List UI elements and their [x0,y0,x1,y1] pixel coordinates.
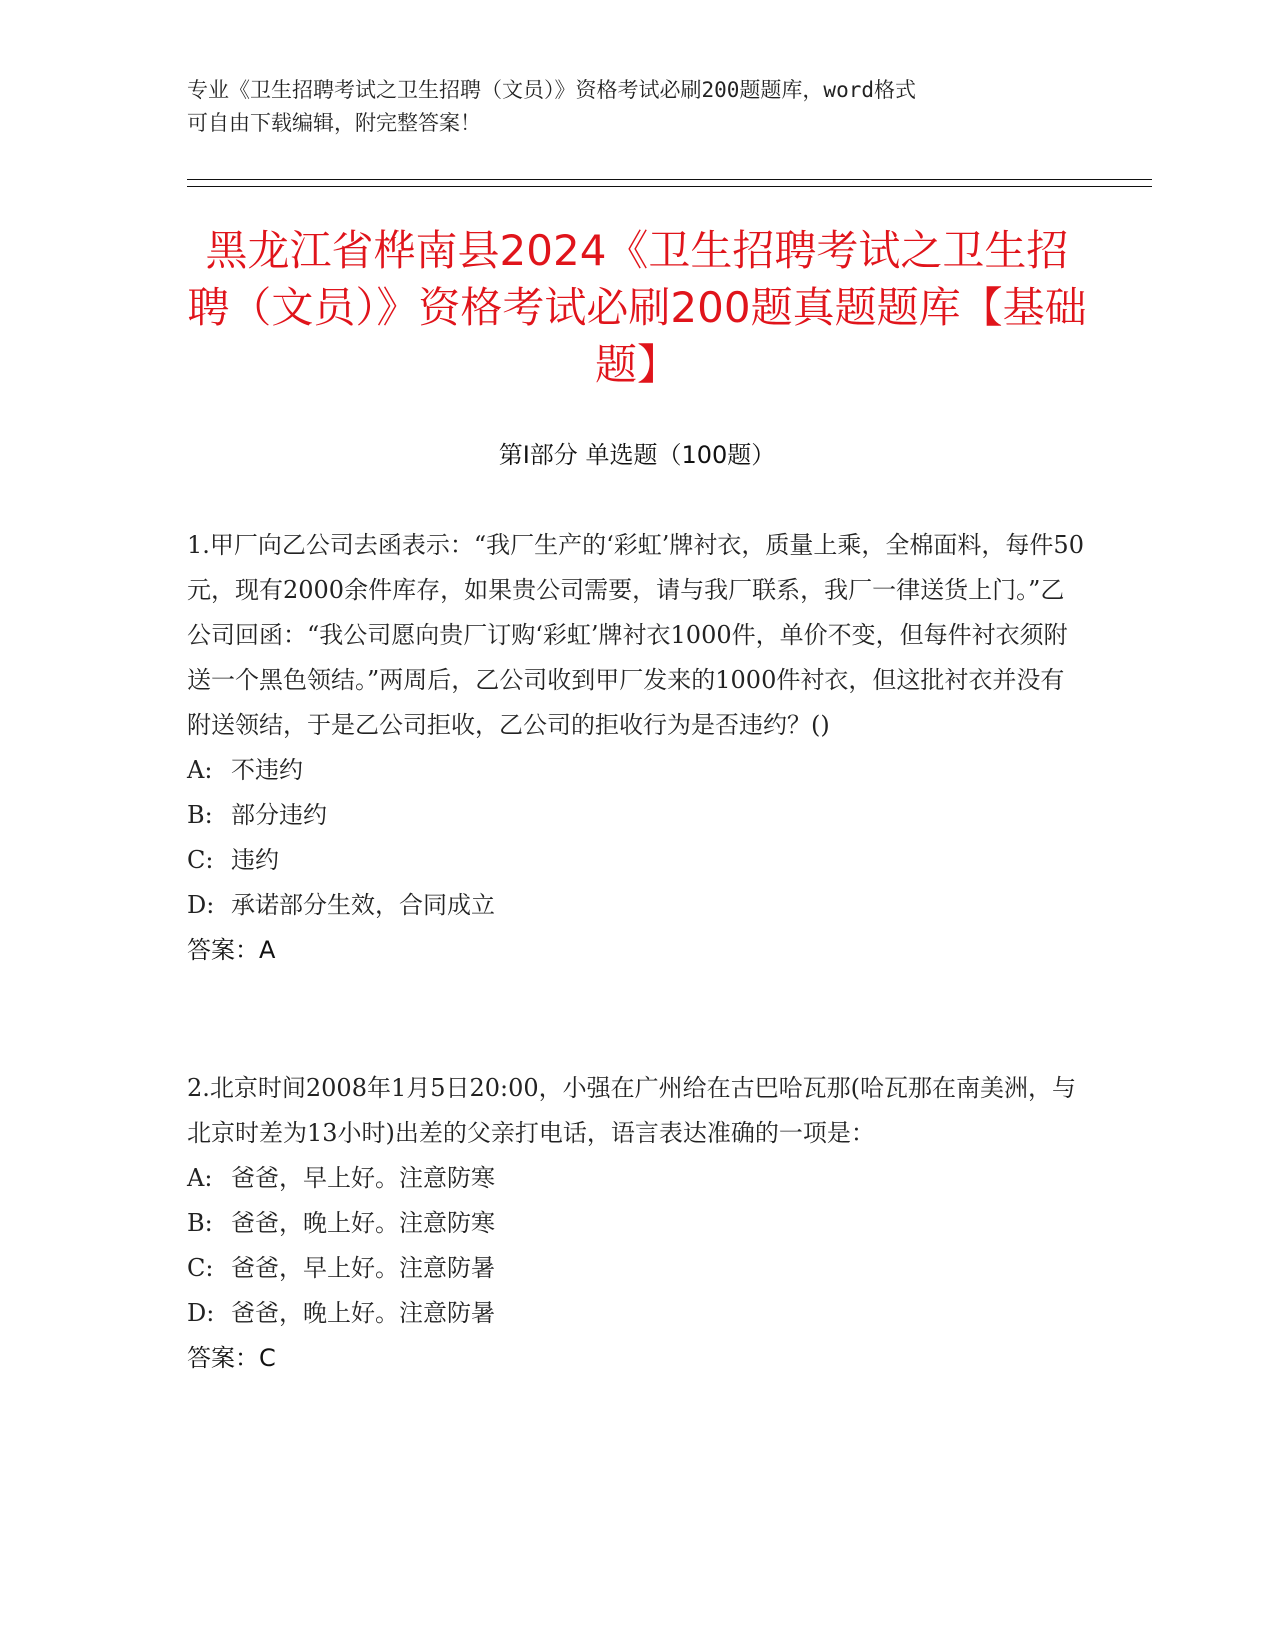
answer-line: 答案：C [187,1344,276,1372]
option-text: 爸爸，晚上好。注意防暑 [231,1299,495,1327]
option-c [187,1246,1087,1291]
option-text: 不违约 [231,756,303,784]
option-text: 爸爸，早上好。注意防寒 [231,1164,495,1192]
option-letter: A: [187,756,213,784]
option-letter: D: [187,891,215,919]
option-a [187,748,1087,793]
option-text: 部分违约 [231,801,327,829]
option-letter: C: [187,1254,214,1282]
question-1 [187,523,1087,973]
section-title: 第Ⅰ部分 单选题（100题） [498,441,776,469]
document-title: 黑龙江省桦南县2024《卫生招聘考试之卫生招聘（文员）》资格考试必刷200题真题题库【基础题】 [187,226,1087,389]
header-divider-bottom [187,186,1152,187]
option-letter: C: [187,846,214,874]
option-b [187,793,1087,838]
option-c [187,838,1087,883]
question-stem: 1.甲厂向乙公司去函表示：“我厂生产的‘彩虹’牌衬衣，质量上乘，全棉面料，每件50元，现有2000余件库存，如果贵公司需要，请与我厂联系，我厂一律送货上门。”乙公司回函：“我公司愿向贵厂订购‘彩虹’牌衬衣1000件，单价不变，但每件衬衣须附送一个黑色领结。”两周后，乙公司收到甲厂发来的1000件衬衣，但这批衬衣并没有附送领结，于是乙公司拒收，乙公司的拒收行为是否违约？() [187,531,1084,739]
option-letter: D: [187,1299,215,1327]
question-stem: 2.北京时间2008年1月5日20:00，小强在广州给在古巴哈瓦那(哈瓦那在南美洲，与北京时差为13小时)出差的父亲打电话，语言表达准确的一项是： [187,1074,1077,1147]
question-2 [187,1066,1087,1381]
option-d [187,1291,1087,1336]
option-letter: B: [187,1209,213,1237]
option-b [187,1201,1087,1246]
header-note [187,74,1067,140]
option-letter: B: [187,801,213,829]
header-note-line-2: 可自由下载编辑，附完整答案！ [187,111,481,135]
option-letter: A: [187,1164,213,1192]
header-divider-top [187,179,1152,180]
header-note-line-1: 专业《卫生招聘考试之卫生招聘（文员）》资格考试必刷200题题库，word格式 [187,78,916,102]
answer-line: 答案：A [187,936,276,964]
option-a [187,1156,1087,1201]
option-text: 爸爸，晚上好。注意防寒 [231,1209,495,1237]
option-text: 违约 [231,846,279,874]
option-d [187,883,1087,928]
option-text: 承诺部分生效，合同成立 [231,891,495,919]
option-text: 爸爸，早上好。注意防暑 [231,1254,495,1282]
